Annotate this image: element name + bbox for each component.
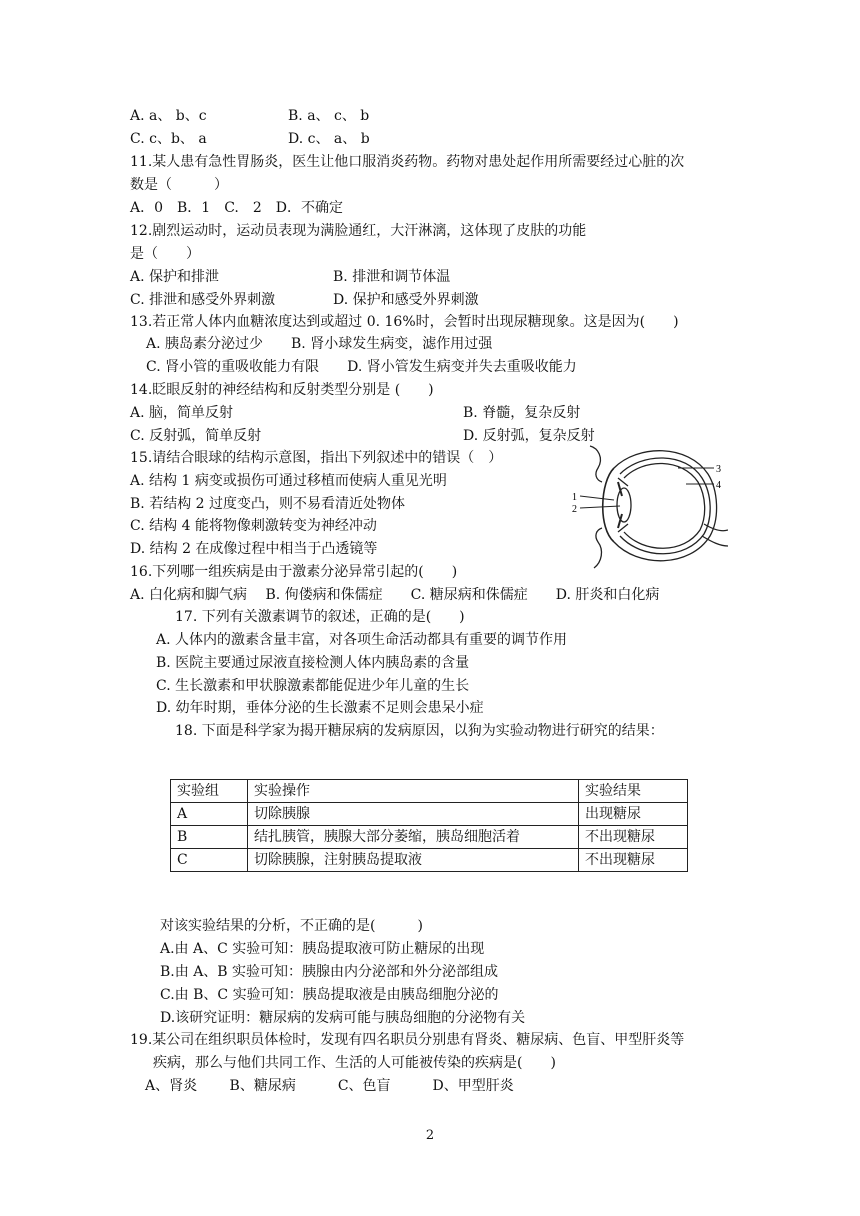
table-row	[171, 849, 688, 872]
table-cell: 不出现糖尿	[579, 826, 688, 849]
question-14: 14.眨眼反射的神经结构和反射类型分别是 ( )	[130, 382, 434, 398]
question-12: 12.剧烈运动时，运动员表现为满脸通红，大汗淋漓，这体现了皮肤的功能	[130, 223, 587, 239]
eye-label-4: 4	[716, 480, 721, 491]
question-14-option-d: D. 反射弧，复杂反射	[463, 428, 595, 444]
question-17: 17. 下列有关激素调节的叙述，正确的是( )	[175, 609, 465, 625]
question-12-option-a: A. 保护和排泄	[130, 269, 220, 285]
question-15-option-a: A. 结构 1 病变或损伤可通过移植而使病人重见光明	[130, 473, 447, 489]
question-11-options: A．0 B．1 C. 2 D．不确定	[130, 200, 344, 216]
question-11: 11.某人患有急性胃肠炎，医生让他口服消炎药物。药物对患处起作用所需要经过心脏的次	[130, 154, 685, 170]
question-15-option-b: B. 若结构 2 过度变凸，则不易看清近处物体	[130, 496, 405, 512]
table-cell: 结扎胰管，胰腺大部分萎缩，胰岛细胞活着	[248, 826, 579, 849]
options-line-1a: A. a、 b、c	[130, 108, 207, 124]
options-line-2a: C. c、b、 a	[130, 131, 207, 147]
eye-label-3: 3	[716, 464, 721, 475]
question-18-option-b: B.由 A、B 实验可知：胰腺由内分泌部和外分泌部组成	[160, 964, 499, 980]
eye-label-1: 1	[572, 492, 577, 503]
table-row	[171, 826, 688, 849]
question-14-option-a: A. 脑，简单反射	[130, 405, 234, 421]
options-line-1b: B. a、 c、 b	[288, 108, 370, 124]
question-17-option-a: A. 人体内的激素含量丰富，对各项生命活动都具有重要的调节作用	[156, 632, 568, 648]
table-cell: 切除胰腺	[248, 803, 579, 826]
table-cell: A	[171, 803, 248, 826]
question-18: 18. 下面是科学家为揭开糖尿病的发病原因，以狗为实验动物进行研究的结果：	[175, 723, 664, 739]
question-19: 19.某公司在组织职员体检时，发现有四名职员分别患有肾炎、糖尿病、色盲、甲型肝炎等	[130, 1032, 685, 1048]
question-18-option-a: A.由 A、C 实验可知：胰岛提取液可防止糖尿的出现	[160, 941, 485, 957]
page-number: 2	[425, 1128, 435, 1143]
question-11-cont: 数是（ ）	[130, 177, 228, 193]
question-12-cont: 是（ ）	[130, 246, 200, 262]
eye-label-2: 2	[572, 504, 577, 515]
question-14-option-c: C. 反射弧，简单反射	[130, 428, 262, 444]
table-cell: 切除胰腺，注射胰岛提取液	[248, 849, 579, 872]
question-16-options: A. 白化病和脚气病 B. 佝偻病和侏儒症 C. 糖尿病和侏儒症 D. 肝炎和白化病	[130, 587, 660, 603]
question-12-option-d: D. 保护和感受外界刺激	[333, 292, 479, 308]
question-17-option-c: C. 生长激素和甲状腺激素都能促进少年儿童的生长	[156, 678, 470, 694]
question-15-option-c: C. 结构 4 能将物像刺激转变为神经冲动	[130, 518, 377, 534]
question-16: 16.下列哪一组疾病是由于激素分泌异常引起的( )	[130, 564, 458, 580]
table-cell: C	[171, 849, 248, 872]
options-line-2b: D. c、 a、 b	[288, 131, 370, 147]
question-12-option-c: C. 排泄和感受外界刺激	[130, 292, 276, 308]
question-17-option-d: D. 幼年时期，垂体分泌的生长激素不足则会患呆小症	[156, 700, 484, 716]
question-15-option-d: D. 结构 2 在成像过程中相当于凸透镜等	[130, 541, 378, 557]
table-row	[171, 803, 688, 826]
table-header-result: 实验结果	[579, 780, 688, 803]
question-15: 15.请结合眼球的结构示意图，指出下列叙述中的错误（ ）	[130, 450, 503, 466]
table-cell: B	[171, 826, 248, 849]
table-cell: 出现糖尿	[579, 803, 688, 826]
question-18-option-d: D.该研究证明：糖尿病的发病可能与胰岛细胞的分泌物有关	[160, 1010, 526, 1026]
experiment-table	[170, 779, 688, 872]
question-13-options-cd: C. 肾小管的重吸收能力有限 D. 肾小管发生病变并失去重吸收能力	[146, 359, 577, 375]
question-12-option-b: B. 排泄和调节体温	[333, 269, 451, 285]
table-header-operation: 实验操作	[248, 780, 579, 803]
question-18-prompt: 对该实验结果的分析，不正确的是( )	[160, 918, 423, 934]
question-13-options-ab: A. 胰岛素分泌过少 B. 肾小球发生病变，滤作用过强	[146, 336, 493, 352]
table-header-group: 实验组	[171, 780, 248, 803]
question-19-cont: 疾病，那么与他们共同工作、生活的人可能被传染的疾病是( )	[153, 1055, 556, 1071]
question-17-option-b: B. 医院主要通过尿液直接检测人体内胰岛素的含量	[156, 655, 470, 671]
table-cell: 不出现糖尿	[579, 849, 688, 872]
question-19-options: A、肾炎 B、糖尿病 C、色盲 D、甲型肝炎	[145, 1078, 514, 1094]
question-14-option-b: B. 脊髓，复杂反射	[463, 405, 581, 421]
question-13: 13.若正常人体内血糖浓度达到或超过 0. 16%时，会暂时出现尿糖现象。这是因为( )	[130, 314, 679, 330]
eyeball-diagram	[568, 438, 728, 572]
table-header-row	[171, 780, 688, 803]
question-18-option-c: C.由 B、C 实验可知：胰岛提取液是由胰岛细胞分泌的	[160, 987, 499, 1003]
